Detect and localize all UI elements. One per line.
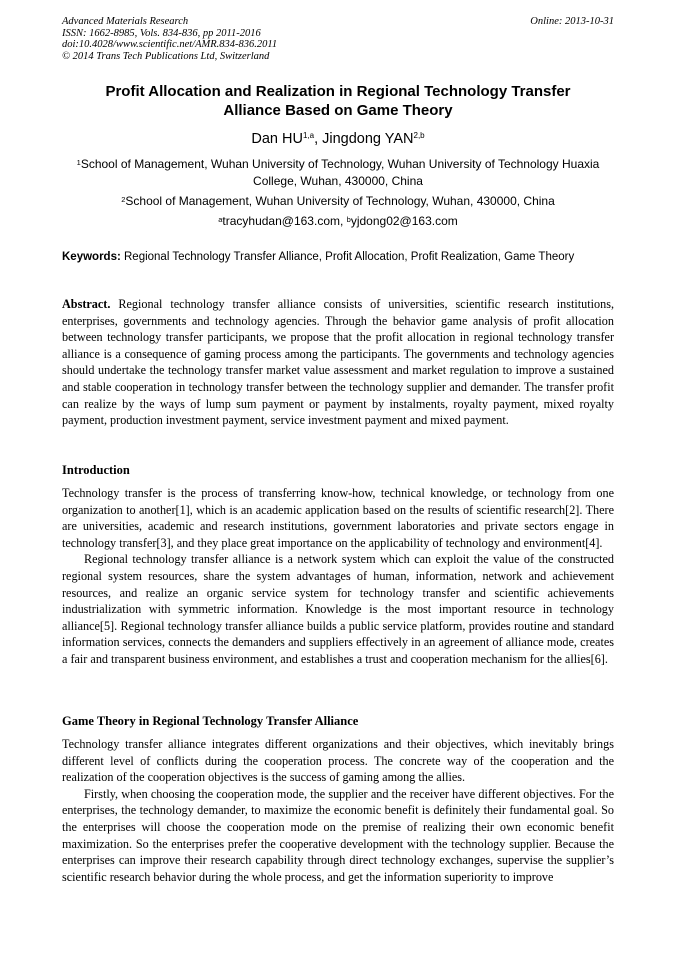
issn-line: ISSN: 1662-8985, Vols. 834-836, pp 2011-2016 (62, 27, 261, 39)
author-list (62, 130, 614, 148)
abstract-section (62, 296, 614, 429)
keywords-label: Keywords: (62, 251, 121, 263)
keywords-text: Regional Technology Transfer Alliance, Profit Allocation, Profit Realization, Game Theory (120, 251, 575, 263)
affiliation-1 (62, 156, 614, 190)
title-line-1: Profit Allocation and Realization in Regional Technology Transfer (105, 83, 571, 100)
keywords-section (62, 250, 614, 265)
title-line-2: Alliance Based on Game Theory (223, 102, 453, 119)
doi-line: doi:10.4028/www.scientific.net/AMR.834-836.2011 (62, 39, 278, 50)
abstract-label: Abstract. (62, 297, 111, 311)
affiliation-1-line-1: School of Management, Wuhan University of Technology, Wuhan University of Technology Huaxia (80, 157, 600, 171)
author-1: Dan HU (251, 131, 303, 147)
game-theory-body (62, 736, 614, 885)
author-2: , Jingdong YAN (314, 131, 414, 147)
introduction-body (62, 485, 614, 668)
affiliation-1-mark: 1 (76, 158, 81, 167)
affiliation-2-mark: 2 (121, 195, 126, 204)
affiliation-2-text: School of Management, Wuhan University of Technology, Wuhan, 430000, China (125, 194, 555, 208)
intro-paragraph-1: Technology transfer is the process of transferring know-how, technical knowledge, or technology from one organization to another[1], which is an academic application based on the results of scientific research[2]. There are universities, academic and research institutions, government laboratories and private sectors engage in technology transfer[3], and they place great importance on the applicability of technology and environment[4]. (62, 486, 614, 550)
abstract-text: Regional technology transfer alliance consists of universities, scientific research institutions, enterprises, governments and technology agencies. Through the behavior game analysis of profit allocation between technology transfer participants, we propose that the profit allocation in regional technology transfer alliance is a consequence of gaming process among the participants. The governments and technology agencies should undertake the technology transfer market value assessment and market regulation to improve a sustained and stable cooperation in technology transfer between the technology supplier and demander. The transfer profit can realize by the ways of lump sum payment or payment by instalments, royalty payment, mixed royalty payment, production investment payment, service investment payment and mixed payment. (62, 297, 614, 428)
journal-meta (62, 16, 277, 62)
game-paragraph-1: Technology transfer alliance integrates different organizations and their objectives, which inevitably brings different level of conflicts during the cooperation process. The concrete way of the cooperation and the realization of the cooperation objectives is the success of gaming among the allies. (62, 737, 614, 785)
email-b-mark: b (346, 215, 351, 224)
journal-name: Advanced Materials Research (62, 16, 189, 27)
game-theory-heading: Game Theory in Regional Technology Transfer Alliance (62, 714, 359, 728)
author-2-affil: 2,b (413, 131, 425, 140)
email-a[interactable]: tracyhudan@163.com, (222, 214, 347, 228)
introduction-heading: Introduction (62, 463, 130, 477)
affiliation-1-line-2: College, Wuhan, 430000, China (253, 174, 423, 188)
game-paragraph-2: Firstly, when choosing the cooperation mode, the supplier and the receiver have different objectives. For the enterprises, the technology demander, to maximize the economic benefit is definitely their fundamental goal. So the enterprises will choose the cooperation mode on the premise of realizing their own economic benefit maximization. So the enterprises prefer the cooperative development with the technology supplier. Because the enterprises can improve their research capability through direct technology exchanges, supervise the supplier’s scientific research behavior during the whole process, and get the information superiority to improve (62, 786, 614, 884)
email-b[interactable]: yjdong02@163.com (350, 214, 458, 228)
online-date: Online: 2013-10-31 (530, 16, 614, 27)
intro-paragraph-2: Regional technology transfer alliance is a network system which can exploit the value of the constructed regional system resources, share the system advantages of human, information, network and achievement resources, and realize an organic service system for technology transfer and scientific achievements industrialization with symmetric information. Knowledge is the most important resource in technology alliance[5]. Regional technology transfer alliance builds a public service platform, provides routine and standard information services, connects the demanders and suppliers effectively in an agreement of alliance mode, creates a fair and transparent business environment, and establishes a trust and cooperation mechanism for the allies[6]. (62, 552, 614, 666)
affiliation-2 (62, 193, 614, 210)
author-1-affil: 1,a (302, 131, 315, 140)
paper-title (62, 82, 614, 120)
email-a-mark: a (218, 215, 223, 224)
copyright-line: © 2014 Trans Tech Publications Ltd, Switzerland (62, 50, 270, 62)
author-emails (62, 213, 614, 230)
